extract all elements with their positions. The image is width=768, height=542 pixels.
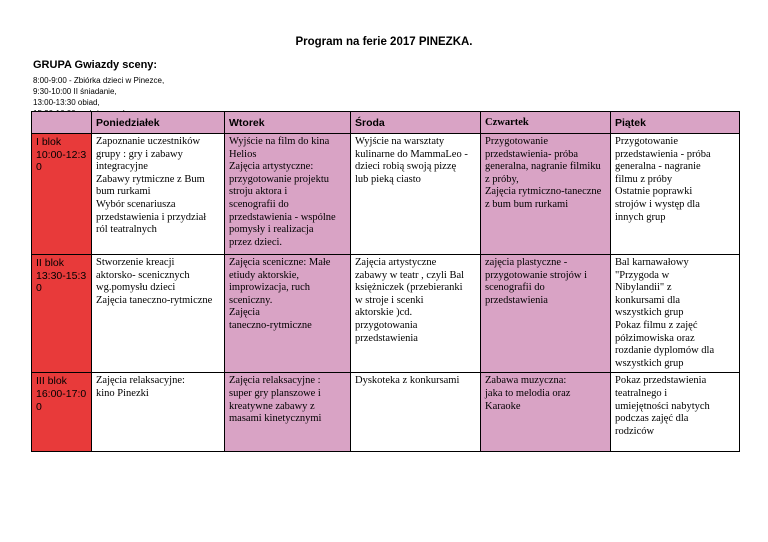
table-cell: zajęcia plastyczne - przygotowanie strojów i scenografii do przedstawienia xyxy=(481,255,611,373)
header-corner xyxy=(32,112,92,134)
table-cell: Przygotowanie przedstawienia- próba generalna, nagranie filmiku z próby, Zajęcia rytmiczno-taneczne z bum bum rurkami xyxy=(481,134,611,255)
table-row xyxy=(32,373,740,452)
table-cell: Wyjście na film do kina Helios Zajęcia artystyczne: przygotowanie projektu stroju aktora i scenografii do przedstawienia - wspólne pomysły i realizacja przez dzieci. xyxy=(225,134,351,255)
table-cell: Stworzenie kreacji aktorsko- scenicznych wg.pomysłu dzieci Zajęcia taneczno-rytmiczne xyxy=(92,255,225,373)
header-tuesday: Wtorek xyxy=(225,112,351,134)
table-cell: Zajęcia artystyczne zabawy w teatr , czyli Bal księżniczek (przebieranki w stroje i scenki aktorskie )cd. przygotowania przedstawienia xyxy=(351,255,481,373)
block-label: I blok 10:00-12:3 0 xyxy=(32,134,92,255)
schedule-line: 8:00-9:00 - Zbiórka dzieci w Pinezce, xyxy=(33,76,165,85)
schedule-line: 13:00-13:30 obiad, xyxy=(33,98,100,107)
header-monday: Poniedziałek xyxy=(92,112,225,134)
table-cell: Zajęcia relaksacyjne : super gry planszowe i kreatywne zabawy z masami kinetycznymi xyxy=(225,373,351,452)
table-cell: Przygotowanie przedstawienia - próba generalna - nagranie filmu z próby Ostatnie poprawki strojów i występ dla innych grup xyxy=(611,134,740,255)
schedule-line: 9:30-10:00 II śniadanie, xyxy=(33,87,117,96)
block-label: II blok 13:30-15:3 0 xyxy=(32,255,92,373)
group-title: GRUPA Gwiazdy sceny: xyxy=(33,59,158,71)
table-cell: Zajęcia relaksacyjne: kino Pinezki xyxy=(92,373,225,452)
program-table xyxy=(31,111,740,452)
header-wednesday: Środa xyxy=(351,112,481,134)
table-row xyxy=(32,134,740,255)
table-cell: Zabawa muzyczna: jaka to melodia oraz Karaoke xyxy=(481,373,611,452)
document-title: Program na ferie 2017 PINEZKA. xyxy=(295,36,473,48)
table-row xyxy=(32,255,740,373)
header-row xyxy=(32,112,740,134)
table-cell: Dyskoteka z konkursami xyxy=(351,373,481,452)
table-cell: Pokaz przedstawienia teatralnego i umiejętności nabytych podczas zajęć dla rodziców xyxy=(611,373,740,452)
block-label: III blok 16:00-17:0 0 xyxy=(32,373,92,452)
table-cell: Wyjście na warsztaty kulinarne do MammaLeo - dzieci robią swoją pizzę lub pieką ciasto xyxy=(351,134,481,255)
table-cell: Zapoznanie uczestników grupy : gry i zabawy integracyjne Zabawy rytmiczne z Bum bum rurkami Wybór scenariusza przedstawienia i przydział ról teatralnych xyxy=(92,134,225,255)
table-cell: Zajęcia sceniczne: Małe etiudy aktorskie, improwizacja, ruch sceniczny. Zajęcia taneczno-rytmiczne xyxy=(225,255,351,373)
header-friday: Piątek xyxy=(611,112,740,134)
header-thursday: Czwartek xyxy=(481,112,611,134)
table-cell: Bal karnawałowy "Przygoda w Nibylandii" z konkursami dla wszystkich grup Pokaz filmu z zajęć półzimowiska oraz rozdanie dyplomów dla wszystkich grup xyxy=(611,255,740,373)
